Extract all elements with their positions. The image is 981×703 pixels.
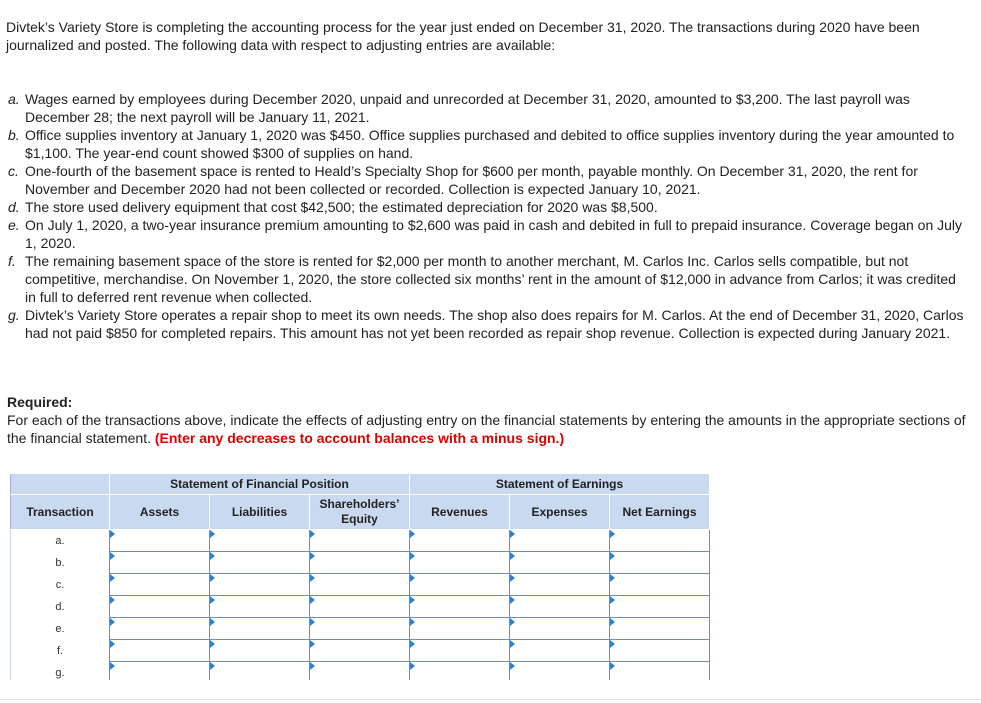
list-item <box>6 162 966 198</box>
dropdown-arrow-icon <box>210 530 215 538</box>
liabilities-input[interactable] <box>210 596 309 617</box>
cell-expenses <box>510 552 610 574</box>
dropdown-arrow-icon <box>110 662 115 670</box>
item-letter: e. <box>8 217 20 233</box>
net-earnings-input[interactable] <box>610 640 709 661</box>
dropdown-arrow-icon <box>210 640 215 648</box>
item-letter: a. <box>8 91 20 107</box>
col-revenues: Revenues <box>410 495 510 530</box>
liabilities-input[interactable] <box>210 574 309 595</box>
table-row <box>11 618 710 640</box>
list-item <box>6 252 966 306</box>
dropdown-arrow-icon <box>610 574 615 582</box>
expenses-input[interactable] <box>510 530 609 551</box>
dropdown-arrow-icon <box>310 640 315 648</box>
assets-input[interactable] <box>110 574 209 595</box>
cell-revenues <box>410 596 510 618</box>
expenses-input[interactable] <box>510 574 609 595</box>
item-text: One-fourth of the basement space is rented to Heald’s Specialty Shop for $600 per month, payable monthly. On December 31, 2020, the rent for November and December 2020 had not been collected or recorded. Collection is expected January 10, 2021. <box>25 163 918 197</box>
cell-liabilities <box>210 596 310 618</box>
cell-liabilities <box>210 574 310 596</box>
cell-assets <box>110 618 210 640</box>
cell-assets <box>110 574 210 596</box>
liabilities-input[interactable] <box>210 618 309 639</box>
cell-assets <box>110 552 210 574</box>
col-transaction: Transaction <box>11 495 110 530</box>
dropdown-arrow-icon <box>510 596 515 604</box>
equity-input[interactable] <box>310 552 409 573</box>
table-row <box>11 640 710 662</box>
required-emphasis: (Enter any decreases to account balances with a minus sign.) <box>154 430 565 446</box>
dropdown-arrow-icon <box>610 662 615 670</box>
cell-net-earnings <box>610 552 710 574</box>
cell-liabilities <box>210 552 310 574</box>
table-row <box>11 552 710 574</box>
group-financial-position: Statement of Financial Position <box>110 474 410 495</box>
item-letter: c. <box>8 163 19 179</box>
cell-net-earnings <box>610 596 710 618</box>
dropdown-arrow-icon <box>510 640 515 648</box>
liabilities-input[interactable] <box>210 552 309 573</box>
dropdown-arrow-icon <box>610 640 615 648</box>
cell-net-earnings <box>610 530 710 552</box>
dropdown-arrow-icon <box>610 552 615 560</box>
cell-equity <box>310 530 410 552</box>
dropdown-arrow-icon <box>510 574 515 582</box>
cell-revenues <box>410 530 510 552</box>
cell-revenues <box>410 574 510 596</box>
dropdown-arrow-icon <box>410 552 415 560</box>
dropdown-arrow-icon <box>610 530 615 538</box>
required-body: For each of the transactions above, indicate the effects of adjusting entry on the financial statements by entering the amounts in the appropriate sections of the financial statement. <box>7 412 966 446</box>
table-row <box>11 530 710 552</box>
cell-net-earnings <box>610 618 710 640</box>
dropdown-arrow-icon <box>410 618 415 626</box>
item-text: The remaining basement space of the store is rented for $2,000 per month to another merchant, M. Carlos Inc. Carlos sells compatible, but not competitive, merchandise. On November 1, 2020, the store collected six months’ rent in the amount of $12,000 in advance from Carlos; it was credited in full to deferred rent revenue when collected. <box>25 253 956 305</box>
col-expenses: Expenses <box>510 495 610 530</box>
transaction-label: f. <box>11 640 110 662</box>
cell-equity <box>310 574 410 596</box>
assets-input[interactable] <box>110 596 209 617</box>
dropdown-arrow-icon <box>410 574 415 582</box>
dropdown-arrow-icon <box>410 640 415 648</box>
expenses-input[interactable] <box>510 618 609 639</box>
divider <box>0 699 981 700</box>
viewport-clip <box>0 680 981 703</box>
dropdown-arrow-icon <box>310 662 315 670</box>
cell-expenses <box>510 530 610 552</box>
dropdown-arrow-icon <box>310 618 315 626</box>
dropdown-arrow-icon <box>110 596 115 604</box>
assets-input[interactable] <box>110 618 209 639</box>
cell-assets <box>110 640 210 662</box>
dropdown-arrow-icon <box>110 618 115 626</box>
dropdown-arrow-icon <box>110 530 115 538</box>
cell-expenses <box>510 596 610 618</box>
equity-input[interactable] <box>310 618 409 639</box>
col-assets: Assets <box>110 495 210 530</box>
required-heading: Required: <box>7 394 73 410</box>
dropdown-arrow-icon <box>610 596 615 604</box>
item-text: Wages earned by employees during December 2020, unpaid and unrecorded at December 31, 2020, amounted to $3,200. The last payroll was December 28; the next payroll will be January 11, 2021. <box>25 91 910 125</box>
cell-revenues <box>410 640 510 662</box>
cell-assets <box>110 596 210 618</box>
cell-net-earnings <box>610 640 710 662</box>
transaction-label: a. <box>11 530 110 552</box>
dropdown-arrow-icon <box>410 596 415 604</box>
adjustment-list <box>6 90 966 342</box>
assets-input[interactable] <box>110 640 209 661</box>
cell-expenses <box>510 640 610 662</box>
cell-revenues <box>410 618 510 640</box>
item-letter: d. <box>8 199 20 215</box>
revenues-input[interactable] <box>410 640 509 661</box>
dropdown-arrow-icon <box>410 530 415 538</box>
dropdown-arrow-icon <box>210 662 215 670</box>
dropdown-arrow-icon <box>510 662 515 670</box>
dropdown-arrow-icon <box>310 530 315 538</box>
group-earnings: Statement of Earnings <box>410 474 710 495</box>
list-item <box>6 90 966 126</box>
equity-input[interactable] <box>310 530 409 551</box>
dropdown-arrow-icon <box>110 552 115 560</box>
expenses-input[interactable] <box>510 596 609 617</box>
expenses-input[interactable] <box>510 552 609 573</box>
item-text: Office supplies inventory at January 1, 2020 was $450. Office supplies purchased and debited to office supplies inventory during the year amounted to $1,100. The year-end count showed $300 of supplies on hand. <box>25 127 955 161</box>
revenues-input[interactable] <box>410 552 509 573</box>
dropdown-arrow-icon <box>610 618 615 626</box>
dropdown-arrow-icon <box>510 530 515 538</box>
dropdown-arrow-icon <box>210 618 215 626</box>
equity-input[interactable] <box>310 574 409 595</box>
equity-input[interactable] <box>310 596 409 617</box>
net-earnings-input[interactable] <box>610 596 709 617</box>
cell-liabilities <box>210 640 310 662</box>
transaction-label: b. <box>11 552 110 574</box>
liabilities-input[interactable] <box>210 640 309 661</box>
col-equity: Shareholders’ Equity <box>310 495 410 530</box>
cell-liabilities <box>210 530 310 552</box>
item-letter: f. <box>8 253 16 269</box>
list-item <box>6 126 966 162</box>
assets-input[interactable] <box>110 552 209 573</box>
expenses-input[interactable] <box>510 640 609 661</box>
revenues-input[interactable] <box>410 618 509 639</box>
table-row <box>11 574 710 596</box>
item-letter: g. <box>8 307 20 323</box>
revenues-input[interactable] <box>410 596 509 617</box>
dropdown-arrow-icon <box>110 574 115 582</box>
cell-equity <box>310 552 410 574</box>
cell-revenues <box>410 552 510 574</box>
dropdown-arrow-icon <box>510 552 515 560</box>
revenues-input[interactable] <box>410 530 509 551</box>
dropdown-arrow-icon <box>310 596 315 604</box>
item-text: Divtek’s Variety Store operates a repair shop to meet its own needs. The shop also does repairs for M. Carlos. At the end of December 31, 2020, Carlos had not paid $850 for completed repairs. This amount has not yet been recorded as repair shop revenue. Collection is expected during January 2021. <box>25 307 964 341</box>
list-item <box>6 216 966 252</box>
col-net-earnings: Net Earnings <box>610 495 710 530</box>
item-text: On July 1, 2020, a two-year insurance premium amounting to $2,600 was paid in cash and debited in full to prepaid insurance. Coverage began on July 1, 2020. <box>25 217 963 251</box>
net-earnings-input[interactable] <box>610 574 709 595</box>
net-earnings-input[interactable] <box>610 530 709 551</box>
col-liabilities: Liabilities <box>210 495 310 530</box>
table-row <box>11 596 710 618</box>
dropdown-arrow-icon <box>310 552 315 560</box>
required-instructions <box>7 411 967 447</box>
header-blank <box>11 474 110 495</box>
dropdown-arrow-icon <box>310 574 315 582</box>
dropdown-arrow-icon <box>510 618 515 626</box>
transaction-label: d. <box>11 596 110 618</box>
item-letter: b. <box>8 127 20 143</box>
cell-liabilities <box>210 618 310 640</box>
transaction-label: g. <box>11 662 110 684</box>
cell-assets <box>110 530 210 552</box>
revenues-input[interactable] <box>410 574 509 595</box>
dropdown-arrow-icon <box>410 662 415 670</box>
net-earnings-input[interactable] <box>610 618 709 639</box>
equity-input[interactable] <box>310 640 409 661</box>
cell-equity <box>310 618 410 640</box>
effects-table <box>10 473 710 684</box>
dropdown-arrow-icon <box>210 596 215 604</box>
dropdown-arrow-icon <box>210 574 215 582</box>
net-earnings-input[interactable] <box>610 552 709 573</box>
item-text: The store used delivery equipment that cost $42,500; the estimated depreciation for 2020 was $8,500. <box>25 199 658 215</box>
cell-expenses <box>510 574 610 596</box>
problem-intro: Divtek’s Variety Store is completing the accounting process for the year just ended on December 31, 2020. The transactions during 2020 have been journalized and posted. The following data with respect to adjusting entries are available: <box>6 19 920 53</box>
cell-equity <box>310 596 410 618</box>
cell-equity <box>310 640 410 662</box>
list-item <box>6 198 966 216</box>
assets-input[interactable] <box>110 530 209 551</box>
dropdown-arrow-icon <box>210 552 215 560</box>
cell-expenses <box>510 618 610 640</box>
cell-net-earnings <box>610 574 710 596</box>
dropdown-arrow-icon <box>110 640 115 648</box>
transaction-label: e. <box>11 618 110 640</box>
liabilities-input[interactable] <box>210 530 309 551</box>
transaction-label: c. <box>11 574 110 596</box>
list-item <box>6 306 966 342</box>
